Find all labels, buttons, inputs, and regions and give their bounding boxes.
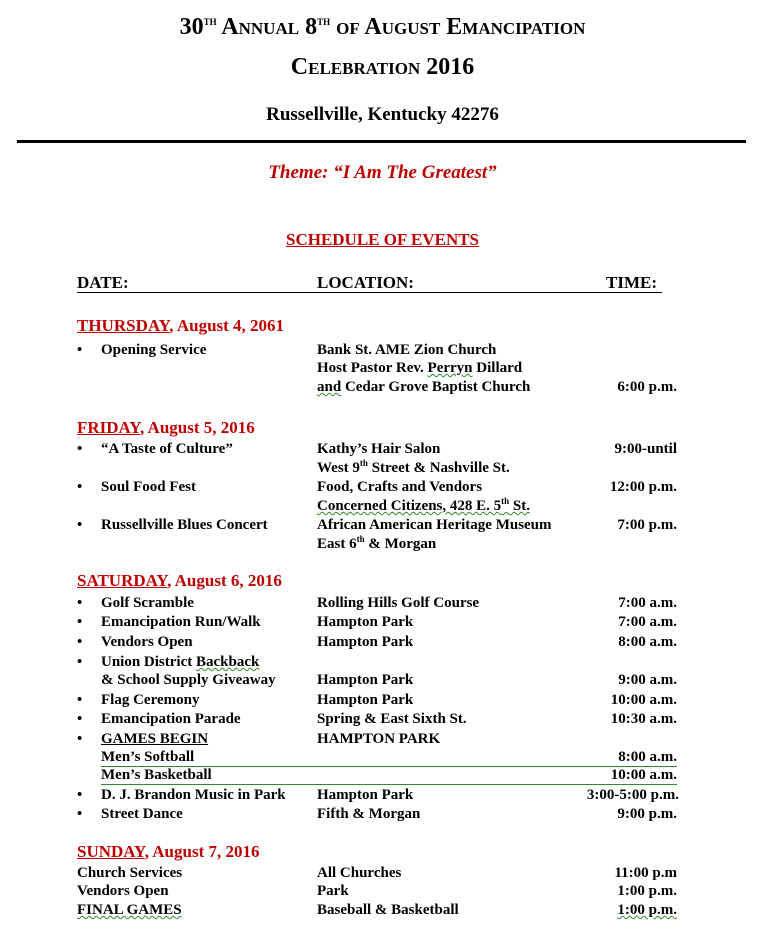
bullet: •: [77, 441, 83, 457]
event-location: Hampton Park: [317, 672, 414, 688]
header-divider: [17, 140, 746, 143]
event-name: Union District Backback: [101, 654, 260, 670]
event-name: FINAL GAMES: [77, 902, 182, 918]
event-time: 1:00 p.m.: [617, 883, 677, 899]
event-time: 3:00-5:00 p.m.: [586, 787, 679, 803]
event-time: 9:00 a.m.: [618, 672, 677, 688]
bullet: •: [77, 342, 83, 358]
event-location: HAMPTON PARK: [317, 731, 441, 747]
event-name: Church Services: [77, 865, 183, 881]
event-name: “A Taste of Culture”: [101, 441, 233, 457]
column-header-location: LOCATION:: [317, 273, 414, 292]
event-location: Spring & East Sixth St.: [317, 711, 467, 727]
event-location: Kathy’s Hair Salon: [317, 441, 441, 457]
event-location: Hampton Park: [317, 614, 414, 630]
event-location: Host Pastor Rev. Perryn Dillard: [317, 360, 523, 376]
event-time: 10:30 a.m.: [610, 711, 677, 727]
event-name: D. J. Brandon Music in Park: [101, 787, 286, 803]
event-time: 10:00 a.m.: [610, 767, 677, 783]
event-name: Vendors Open: [77, 883, 169, 899]
event-location: Concerned Citizens, 428 E. 5th St.: [317, 496, 531, 514]
event-time: 8:00 a.m.: [618, 749, 677, 765]
column-header-time: TIME:: [606, 273, 657, 292]
event-location: Hampton Park: [317, 787, 414, 803]
event-time: 6:00 p.m.: [617, 379, 677, 395]
day-heading-thursday: THURSDAY, August 4, 2061: [77, 316, 285, 335]
event-name: & School Supply Giveaway: [101, 672, 276, 688]
event-location: Baseball & Basketball: [317, 902, 459, 918]
event-time: 8:00 a.m.: [618, 634, 677, 650]
day-heading-friday: FRIDAY, August 5, 2016: [77, 418, 255, 437]
event-location: East 6th & Morgan: [317, 534, 437, 552]
sub-event-name: Men’s Basketball: [101, 767, 212, 783]
event-time: 7:00 a.m.: [618, 595, 677, 611]
bullet: •: [77, 634, 83, 650]
schedule-heading: SCHEDULE OF EVENTS: [285, 230, 480, 249]
bullet: •: [77, 787, 83, 803]
event-name: Street Dance: [101, 806, 183, 822]
event-time: 9:00-until: [614, 441, 677, 457]
document-title-line2: Celebration 2016: [290, 54, 475, 80]
bullet: •: [77, 479, 83, 495]
bullet: •: [77, 614, 83, 630]
event-name: Vendors Open: [101, 634, 193, 650]
day-heading-sunday: SUNDAY, August 7, 2016: [77, 842, 260, 861]
event-location: Fifth & Morgan: [317, 806, 421, 822]
event-time: 7:00 a.m.: [618, 614, 677, 630]
event-location: Park: [317, 883, 349, 899]
day-heading-saturday: SATURDAY, August 6, 2016: [77, 571, 282, 590]
bullet: •: [77, 711, 83, 727]
event-location: Hampton Park: [317, 692, 414, 708]
event-location: Food, Crafts and Vendors: [317, 479, 483, 495]
event-location: Bank St. AME Zion Church: [317, 342, 497, 358]
event-time: 9:00 p.m.: [617, 806, 677, 822]
event-location: Rolling Hills Golf Course: [317, 595, 480, 611]
document-title-line1: 30TH Annual 8TH of August Emancipation: [179, 14, 586, 40]
event-location: All Churches: [317, 865, 402, 881]
bullet: •: [77, 692, 83, 708]
event-location: West 9th Street & Nashville St.: [317, 458, 510, 476]
event-name: Emancipation Run/Walk: [101, 614, 261, 630]
event-time: 12:00 p.m.: [609, 479, 677, 495]
bullet: •: [77, 806, 83, 822]
event-location: African American Heritage Museum: [317, 517, 552, 533]
event-name: Soul Food Fest: [101, 479, 197, 495]
event-name: Russellville Blues Concert: [101, 517, 268, 533]
event-name: Flag Ceremony: [101, 692, 200, 708]
event-location: and Cedar Grove Baptist Church: [317, 379, 531, 395]
bullet: •: [77, 654, 83, 670]
column-header-date: DATE:: [77, 273, 129, 292]
document-location: Russellville, Kentucky 42276: [266, 104, 499, 125]
event-location: Hampton Park: [317, 634, 414, 650]
column-header-underline: [77, 292, 662, 293]
event-name: GAMES BEGIN: [101, 731, 209, 747]
bullet: •: [77, 595, 83, 611]
grammar-underline: [101, 784, 677, 785]
event-time: 1:00 p.m.: [617, 902, 677, 918]
theme-text: Theme: “I Am The Greatest”: [268, 162, 497, 183]
event-name: Emancipation Parade: [101, 711, 241, 727]
event-name: Opening Service: [101, 342, 207, 358]
event-time: 11:00 p.m: [614, 865, 677, 881]
bullet: •: [77, 731, 83, 747]
bullet: •: [77, 517, 83, 533]
event-time: 10:00 a.m.: [610, 692, 677, 708]
event-time: 7:00 p.m.: [617, 517, 677, 533]
event-name: Golf Scramble: [101, 595, 194, 611]
sub-event-name: Men’s Softball: [101, 749, 195, 765]
